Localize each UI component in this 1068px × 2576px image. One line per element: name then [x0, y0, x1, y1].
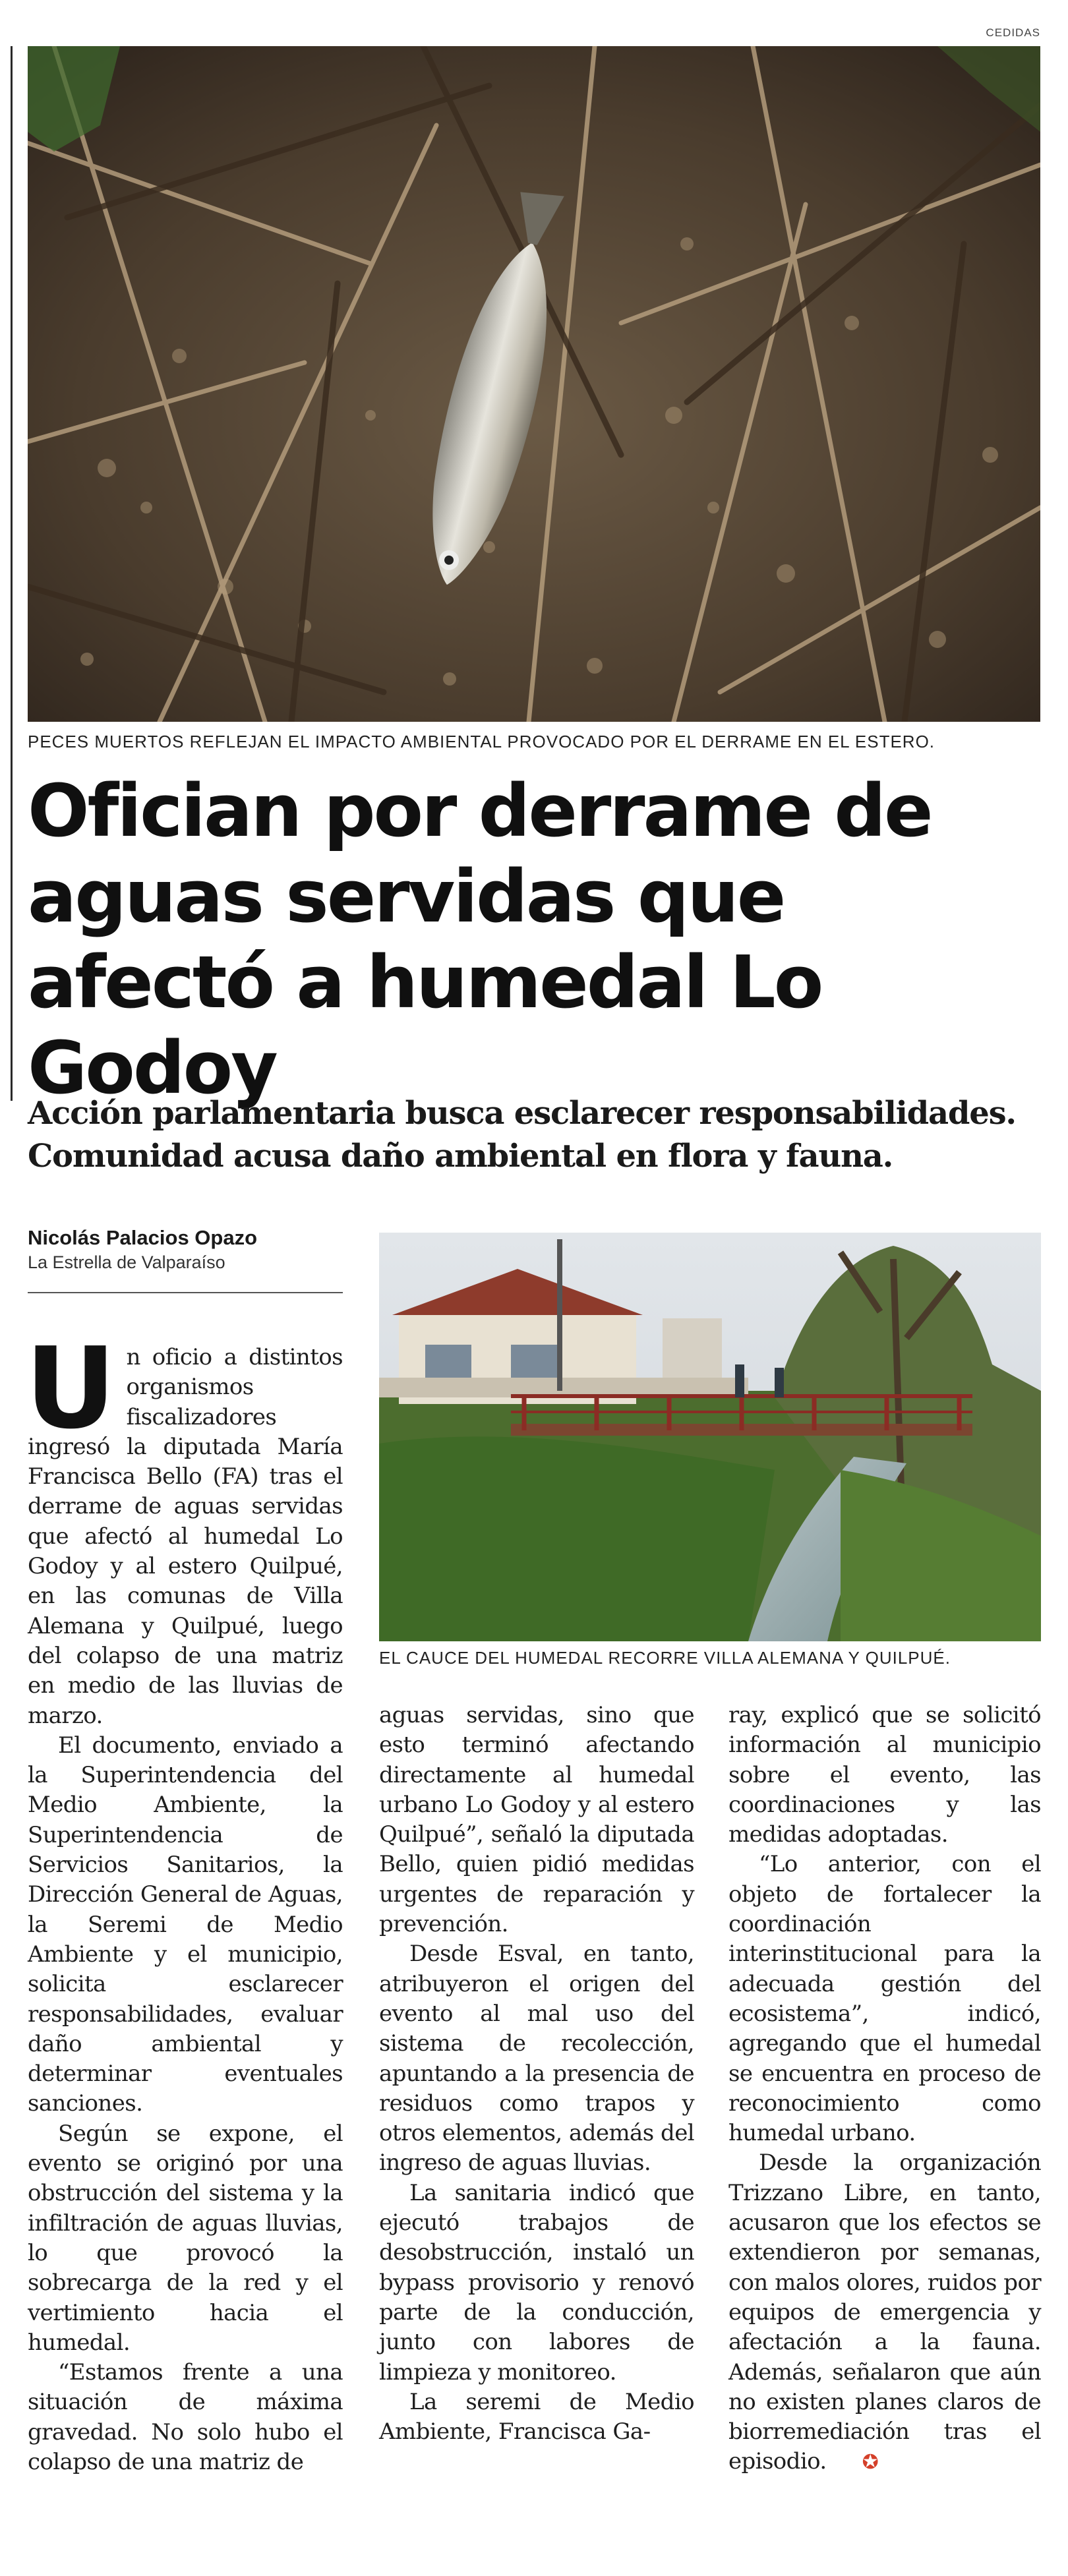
article-paragraph: “Lo anterior, con el objeto de fortalecer la coordinación interinstitucional para la adecuada gestión del ecosistema”, indicó, agregando que el humedal se encuentra en proceso de reconocimiento como humedal urbano. [728, 1851, 1041, 2147]
wetland-photo-caption: EL CAUCE DEL HUMEDAL RECORRE VILLA ALEMANA Y QUILPUÉ. [379, 1648, 951, 1668]
article-paragraph: La seremi de Medio Ambiente, Francisca Ga- [379, 2388, 694, 2445]
dead-fish-photo [28, 46, 1040, 722]
end-of-article-icon: ✪ [862, 2451, 879, 2474]
article-column-3 [728, 1701, 1041, 2478]
byline-author: Nicolás Palacios Opazo [28, 1226, 258, 1249]
byline-divider [28, 1292, 343, 1293]
article-paragraph: Según se expone, el evento se originó por una obstrucción del sistema y la infiltración de aguas lluvias, lo que provocó la sobrecarga de la red y el vertimiento hacia el humedal. [28, 2120, 343, 2356]
headline: Ofician por derrame de aguas servidas que afectó a humedal Lo Godoy [28, 769, 932, 1110]
article-column-2 [379, 1701, 694, 2447]
byline-outlet: La Estrella de Valparaíso [28, 1252, 225, 1272]
margin-rule [11, 46, 13, 1101]
article-paragraph: Desde la organización Trizzano Libre, en tanto, acusaron que los efectos se extendieron por semanas, con malos olores, ruidos por equipos de emergencia y afectación a la fauna. Además, señalaron que aún no existen planes claros de biorremediación tras el episodio. ✪ [728, 2148, 1041, 2477]
article-paragraph: El documento, enviado a la Superintendencia del Medio Ambiente, la Superintendencia de Servicios Sanitarios, la Dirección General de Aguas, la Seremi de Medio Ambiente y el municipio, solicita esclarecer responsabilidades, evaluar daño ambiental y determinar eventuales sanciones. [28, 1732, 343, 2117]
article-paragraph: La sanitaria indicó que ejecutó trabajos de desobstrucción, instaló un bypass provisorio y renovó parte de la conducción, junto con labores de limpieza y monitoreo. [379, 2179, 694, 2386]
drop-cap: U [25, 1324, 116, 1454]
article-column-1 [25, 1324, 343, 2477]
wetland-photo [379, 1233, 1041, 1641]
subheadline: Acción parlamentaria busca esclarecer responsabilidades. Comunidad acusa daño ambiental en flora y fauna. [28, 1095, 1016, 1175]
article-paragraph: ray, explicó que se solicitó información al municipio sobre el evento, las coordinaciones y las medidas adoptadas. [728, 1702, 1041, 1848]
photo-credit: CEDIDAS [986, 26, 1040, 39]
article-paragraph: aguas servidas, sino que esto terminó afectando directamente al humedal urbano Lo Godoy y al estero Quilpué”, señaló la diputada Bello, quien pidió medidas urgentes de reparación y prevención. [379, 1702, 694, 1938]
article-paragraph: Desde Esval, en tanto, atribuyeron el origen del evento al mal uso del sistema de recolección, apuntando a la presencia de residuos como trapos y otros elementos, además del ingreso de aguas lluvias. [379, 1941, 694, 2177]
top-photo-caption: PECES MUERTOS REFLEJAN EL IMPACTO AMBIENTAL PROVOCADO POR EL DERRAME EN EL ESTERO. [28, 732, 935, 751]
article-paragraph: “Estamos frente a una situación de máxima gravedad. No solo hubo el colapso de una matriz de [28, 2359, 343, 2475]
article-paragraph: Un oficio a distintos organismos fiscalizadores ingresó la diputada María Francisca Bello (FA) tras el derrame de aguas servidas que afectó al humedal Lo Godoy y al estero Quilpué, en las comunas de Villa Alemana y Quilpué, luego del colapso de una matriz en medio de las lluvias de marzo. [25, 1324, 343, 1729]
